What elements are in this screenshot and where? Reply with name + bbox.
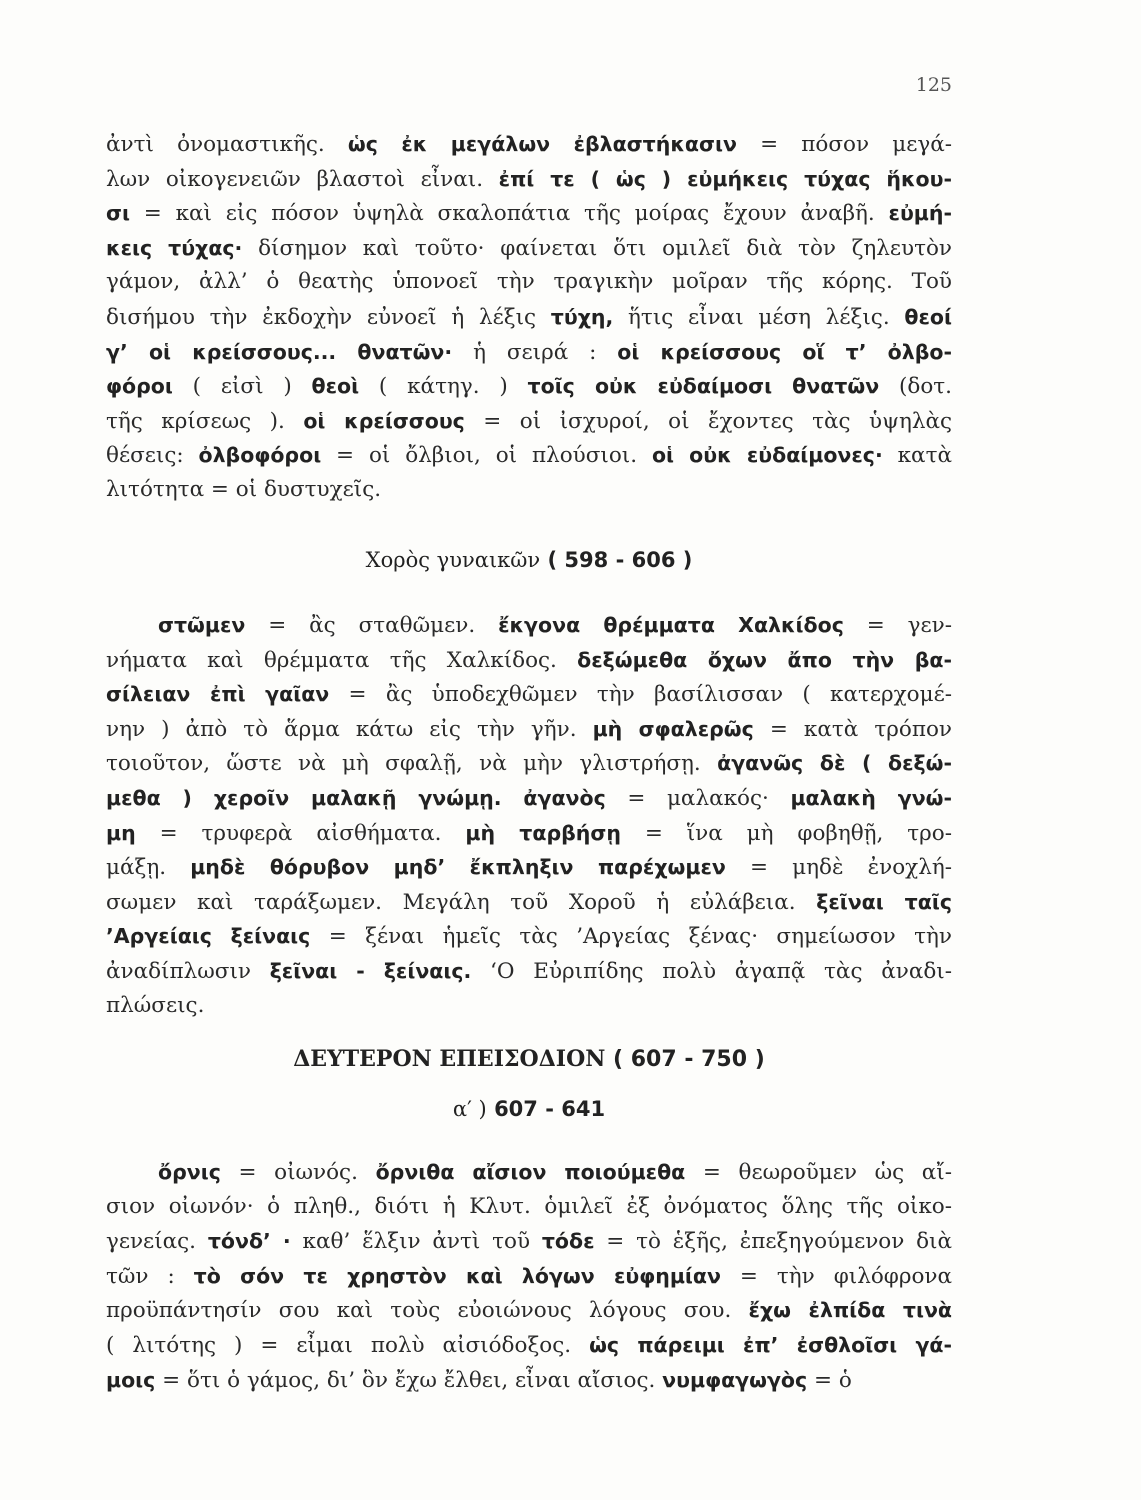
lemma-bold: ἀγανῶς δὲ ( δεξώ- [717, 751, 952, 776]
heading-title: Χορὸς γυναικῶν [365, 548, 541, 572]
text-line: ὄρνις = οἰωνός. ὄρνιθα αἴσιον ποιούμεθα = θεωροῦμεν ὡς αἴ- [158, 1160, 952, 1185]
text-line: στῶμεν = ἂς σταθῶμεν. ἔκγονα θρέμματα Χαλκίδος = γεν- [158, 613, 952, 638]
text-line: ἀναδίπλωσιν ξεῖναι - ξείναις. ‘Ο Εὐριπίδης πολὺ ἀγαπᾷ τὰς ἀναδι- [106, 958, 952, 984]
lemma-bold: δεξώμεθα ὄχων ἄπο τὴν βα- [577, 647, 952, 672]
lemma-bold: ὄρνιθα αἴσιον ποιούμεθα [375, 1160, 686, 1184]
heading-range: ( 598 - 606 ) [547, 548, 693, 572]
text-line: προϋπάντησίν σου καὶ τοὺς εὐοιώνους λόγους σου. ἔχω ἐλπίδα τινὰ [106, 1298, 952, 1324]
lemma-bold: τόνδ’ · [207, 1229, 291, 1254]
lemma-bold: οἱ οὐκ εὐδαίμονες· [651, 443, 883, 468]
text-line: νήματα καὶ θρέμματα τῆς Χαλκίδος. δεξώμεθα ὄχων ἄπο τὴν βα- [106, 647, 952, 673]
text-line: ἀντὶ ὀνομαστικῆς. ὡς ἐκ μεγάλων ἐβλαστήκασιν = πόσον μεγά- [106, 132, 952, 157]
text-line: νην ) ἀπὸ τὸ ἅρμα κάτω εἰς τὴν γῆν. μὴ σφαλερῶς = κατὰ τρόπον [106, 716, 952, 742]
heading-second-episode [106, 1046, 952, 1072]
lemma-bold: ἔχω ἐλπίδα τινὰ [748, 1298, 952, 1323]
lemma-bold: μαλακὴ γνώ- [790, 785, 952, 810]
text-line: μάξῃ. μηδὲ θόρυβον μηδ’ ἔκπληξιν παρέχωμεν = μηδὲ ἐνοχλή- [106, 855, 952, 881]
text-line: ’Αργείαις ξείναις = ξέναι ἡμεῖς τὰς ’Αργείας ξένας· σημείωσον τὴν [106, 924, 952, 950]
lemma-bold: θεοὶ [311, 374, 360, 399]
text-line: δισήμου τὴν ἐκδοχὴν εὐνοεῖ ἡ λέξις τύχη, ἥτις εἶναι μέση λέξις. θεοί [106, 304, 952, 330]
lemma-bold: οἱ κρείσσους [303, 408, 465, 433]
page-number: 125 [915, 74, 952, 96]
text-line: τῶν : τὸ σόν τε χρηστὸν καὶ λόγων εὐφημίαν = τὴν φιλόφρονα [106, 1263, 952, 1289]
text-line: σίλειαν ἐπὶ γαῖαν = ἂς ὑποδεχθῶμεν τὴν βασίλισσαν ( κατερχομέ- [106, 682, 952, 708]
heading-range: ( 607 - 750 ) [613, 1047, 765, 1072]
text-line: τῆς κρίσεως ). οἱ κρείσσους = οἱ ἰσχυροί, οἱ ἔχοντες τὰς ὑψηλὰς [106, 408, 952, 434]
lemma-bold: ἔκγονα θρέμματα Χαλκίδος [498, 613, 844, 637]
text-line: μη = τρυφερὰ αἰσθήματα. μὴ ταρβήσῃ = ἵνα μὴ φοβηθῇ, τρο- [106, 820, 952, 846]
lemma-bold: μὴ σφαλερῶς [592, 716, 754, 741]
lemma-bold: μοις [106, 1367, 156, 1392]
lemma-bold: τόδε [541, 1229, 595, 1254]
lemma-bold: μὴ ταρβήσῃ [465, 820, 621, 845]
lemma-bold: ’Αργείαις ξείναις [106, 924, 311, 949]
text-line: φόροι ( εἰσὶ ) θεοὶ ( κάτηγ. ) τοῖς οὐκ εὐδαίμοσι θνατῶν (δοτ. [106, 374, 952, 400]
lemma-bold: στῶμεν [158, 613, 246, 637]
heading-title: ΔΕΥΤΕΡΟΝ ΕΠΕΙΣΟΔΙΟΝ [293, 1046, 606, 1072]
lemma-bold: μηδὲ θόρυβον μηδ’ ἔκπληξιν παρέχωμεν [190, 855, 726, 880]
text-line: πλώσεις. [106, 992, 205, 1018]
text-line: γενείας. τόνδ’ · καθ’ ἕλξιν ἀντὶ τοῦ τόδε = τὸ ἑξῆς, ἐπεξηγούμενον διὰ [106, 1229, 952, 1255]
text-line: τοιοῦτον, ὥστε νὰ μὴ σφαλῇ, νὰ μὴν γλιστρήσῃ. ἀγανῶς δὲ ( δεξώ- [106, 751, 952, 777]
text-line: ( λιτότης ) = εἶμαι πολὺ αἰσιόδοξος. ὡς πάρειμι ἐπ’ ἐσθλοῖσι γά- [106, 1332, 952, 1358]
lemma-bold: ὀλβοφόροι [198, 443, 322, 468]
lemma-bold: μη [106, 820, 136, 845]
text-line: κεις τύχας· δίσημον καὶ τοῦτο· φαίνεται ὅτι ομιλεῖ διὰ τὸν ζηλευτὸν [106, 235, 952, 261]
paragraph-section-2 [106, 608, 952, 1023]
text-line: λων οἰκογενειῶν βλαστοὶ εἶναι. ἐπί τε ( ὡς ) εὐμήκεις τύχας ἥκου- [106, 166, 952, 192]
lemma-bold: εὐμή- [888, 201, 952, 226]
lemma-bold: ξεῖναι - ξείναις. [269, 958, 472, 983]
text-line: σι = καὶ εἰς πόσον ὑψηλὰ σκαλοπάτια τῆς μοίρας ἔχουν ἀναβῆ. εὐμή- [106, 201, 952, 227]
text-line: λιτότητα = οἱ δυστυχεῖς. [106, 476, 382, 502]
paragraph-section-1 [106, 127, 952, 508]
lemma-bold: θεοί [904, 304, 952, 329]
lemma-bold: γ’ οἱ κρείσσους... θνατῶν· [106, 339, 453, 364]
heading-title: α′ ) [452, 1097, 487, 1121]
lemma-bold: ὡς ἐκ μεγάλων ἐβλαστήκασιν [347, 132, 737, 156]
lemma-bold: ἐπί τε ( ὡς ) εὐμήκεις τύχας ἥκου- [498, 166, 952, 191]
lemma-bold: οἱ κρείσσους οἵ τ’ ὀλβο- [617, 339, 952, 364]
lemma-bold: μεθα ) χεροῖν μαλακῇ γνώμῃ. ἀγανὸς [106, 785, 606, 810]
text-line: γάμον, ἀλλ’ ὁ θεατὴς ὑπονοεῖ τὴν τραγικὴν μοῖραν τῆς κόρης. Τοῦ [106, 269, 952, 295]
lemma-bold: ὄρνις [158, 1160, 221, 1184]
heading-range: 607 - 641 [494, 1097, 606, 1121]
lemma-bold: τὸ σόν τε χρηστὸν καὶ λόγων εὐφημίαν [193, 1263, 721, 1288]
heading-chorus-of-women [106, 548, 952, 572]
lemma-bold: κεις τύχας· [106, 235, 243, 260]
heading-subsection-a [106, 1097, 952, 1121]
lemma-bold: σι [106, 201, 130, 226]
lemma-bold: ὡς πάρειμι ἐπ’ ἐσθλοῖσι γά- [589, 1332, 952, 1357]
text-line: μοις = ὅτι ὁ γάμος, δι’ ὃν ἔχω ἔλθει, εἶναι αἴσιος. νυμφαγωγὸς = ὁ [106, 1367, 852, 1393]
text-line: θέσεις: ὀλβοφόροι = οἱ ὄλβιοι, οἱ πλούσιοι. οἱ οὐκ εὐδαίμονες· κατὰ [106, 443, 952, 469]
text-line: γ’ οἱ κρείσσους... θνατῶν· ἡ σειρά : οἱ κρείσσους οἵ τ’ ὀλβο- [106, 339, 952, 365]
text-line: σιον οἰωνόν· ὁ πληθ., διότι ἡ Κλυτ. ὁμιλεῖ ἐξ ὀνόματος ὅλης τῆς οἰκο- [106, 1193, 952, 1219]
lemma-bold: τύχη, [550, 304, 614, 329]
text-line: μεθα ) χεροῖν μαλακῇ γνώμῃ. ἀγανὸς = μαλακός· μαλακὴ γνώ- [106, 785, 952, 811]
text-line: σωμεν καὶ ταράξωμεν. Μεγάλη τοῦ Χοροῦ ἡ εὐλάβεια. ξεῖναι ταῖς [106, 889, 952, 915]
lemma-bold: ξεῖναι ταῖς [816, 889, 952, 914]
lemma-bold: φόροι [106, 374, 173, 399]
lemma-bold: νυμφαγωγὸς [662, 1367, 808, 1392]
lemma-bold: σίλειαν ἐπὶ γαῖαν [106, 682, 330, 707]
lemma-bold: τοῖς οὐκ εὐδαίμοσι θνατῶν [527, 374, 880, 399]
paragraph-section-3 [106, 1155, 952, 1397]
